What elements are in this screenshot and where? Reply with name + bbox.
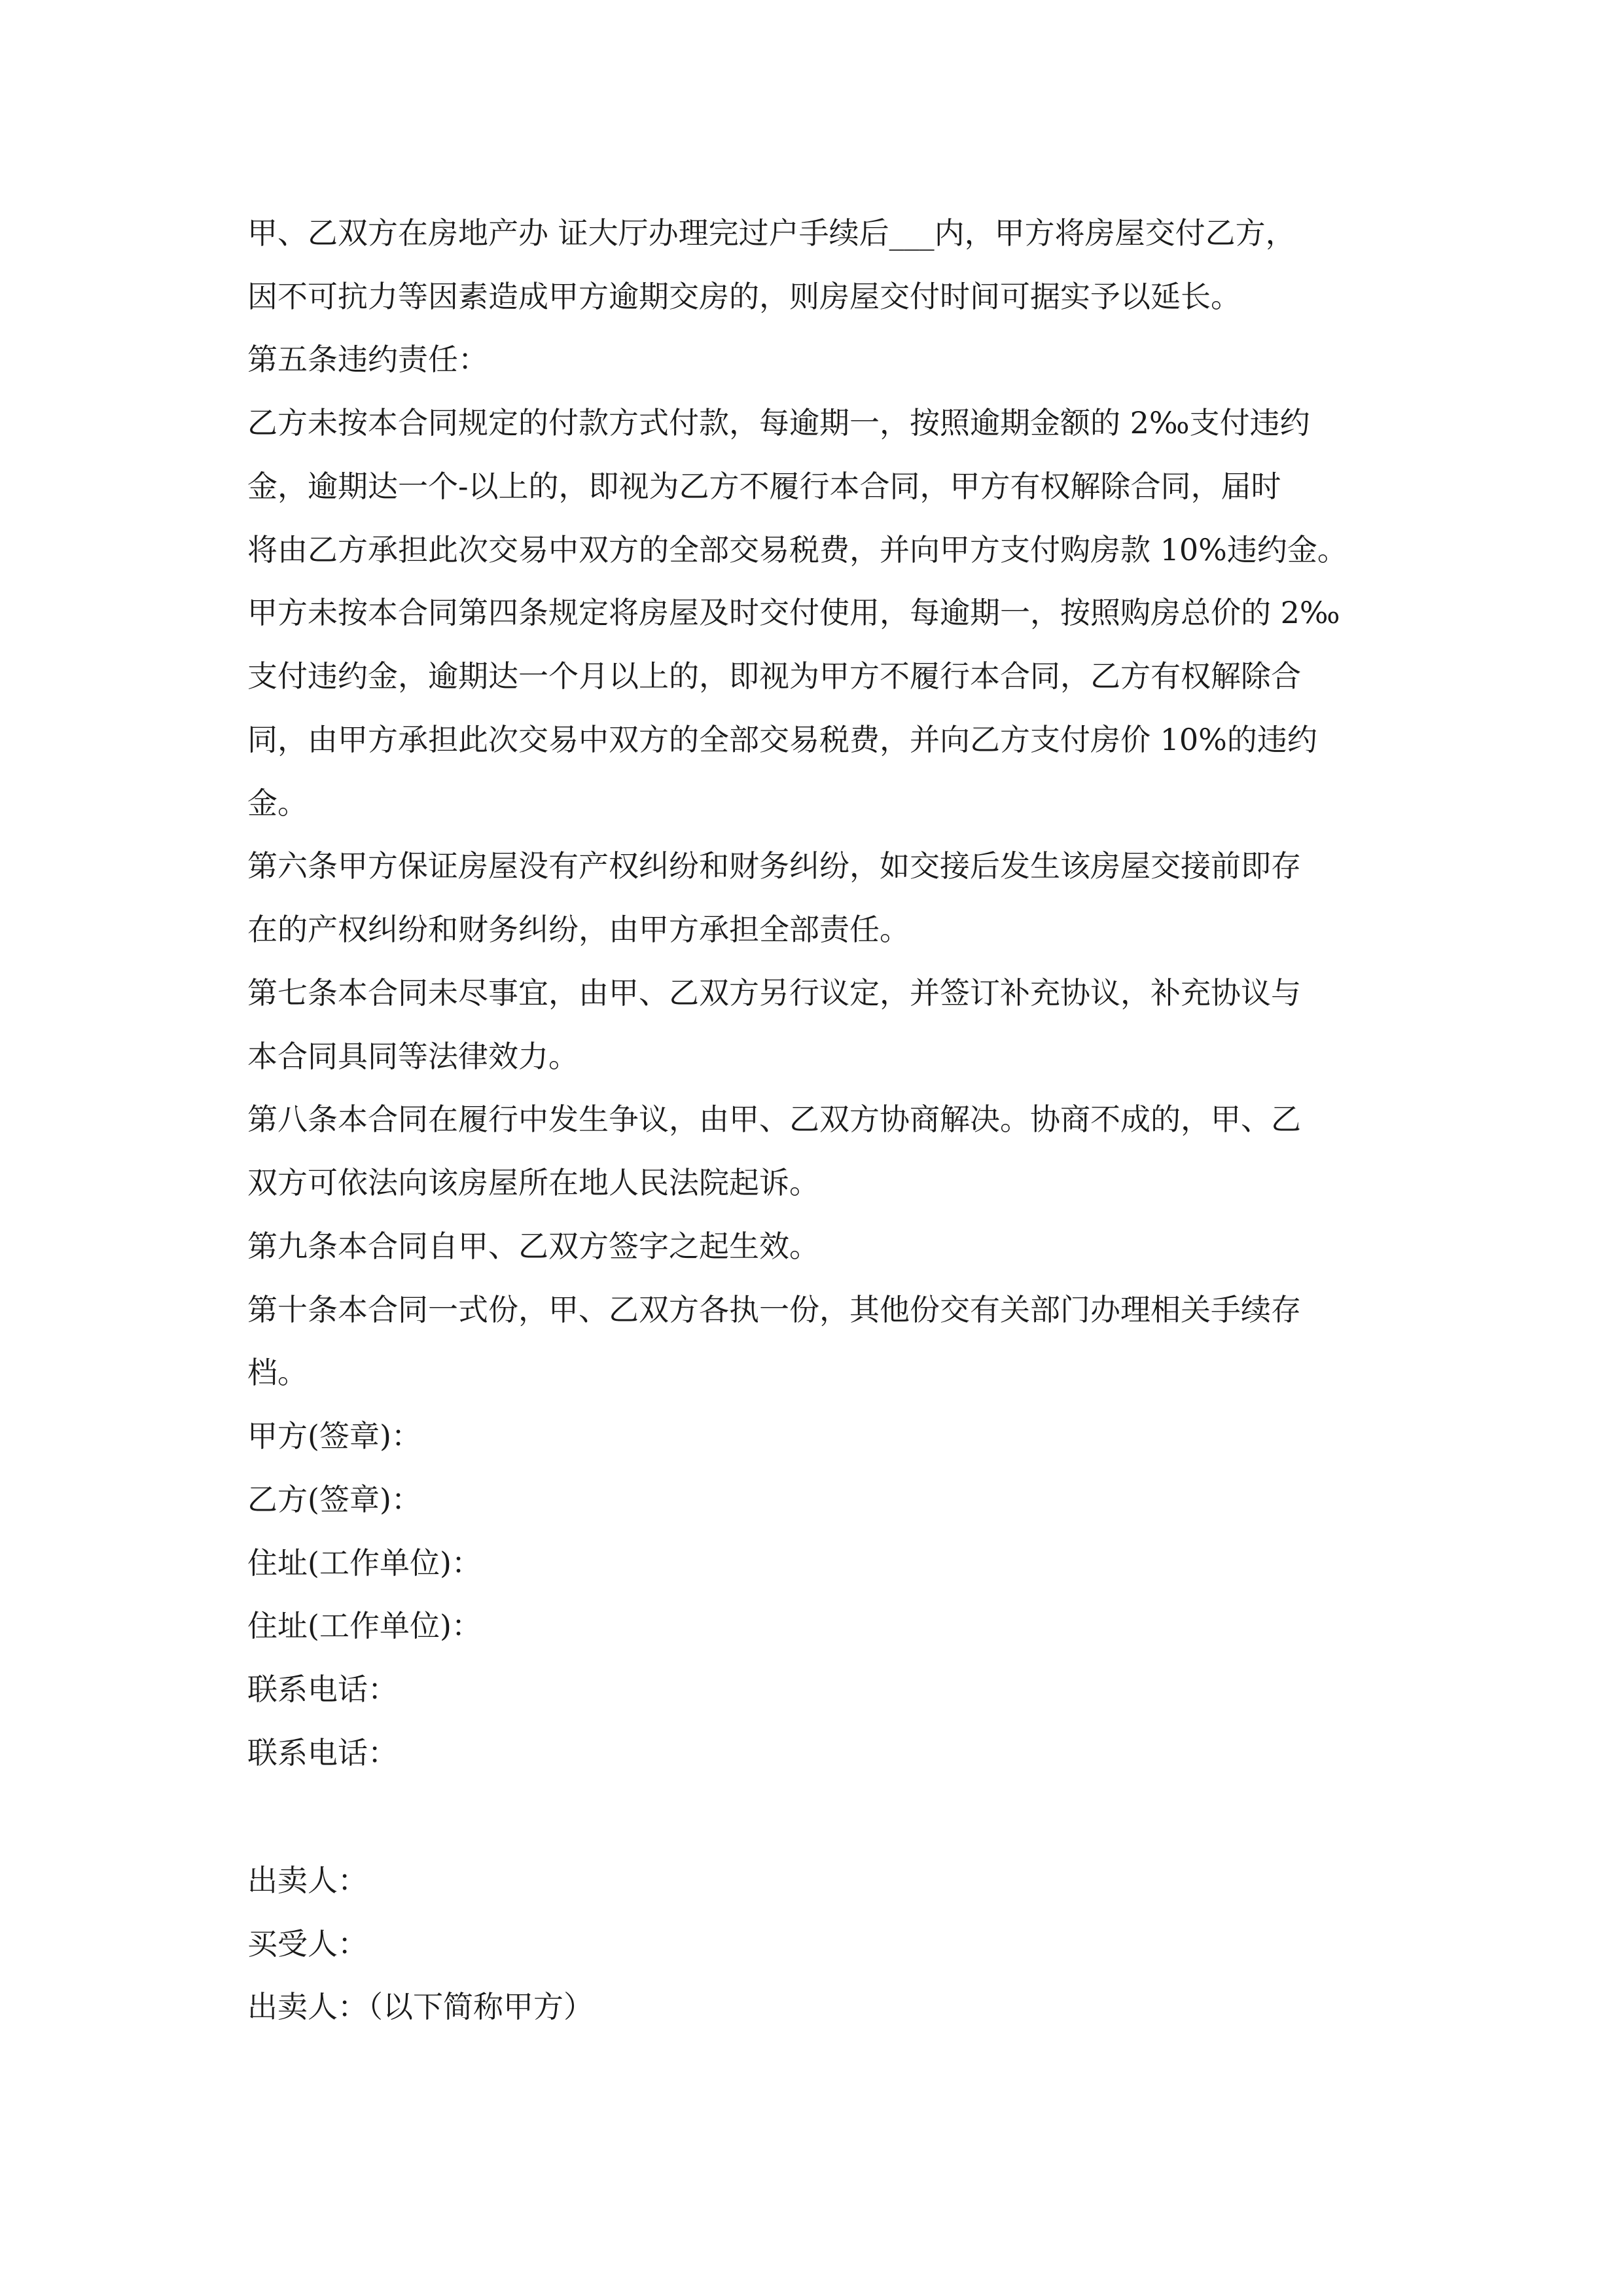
- body-text-line: 档。: [247, 1355, 308, 1390]
- buyer-field-label: 买受人：: [247, 1926, 368, 1962]
- address-field-label: 住址(工作单位)：: [247, 1608, 482, 1643]
- body-text-line: 甲方未按本合同第四条规定将房屋及时交付使用，每逾期一，按照购房总价的 2‰: [247, 595, 1340, 630]
- section-heading: 第五条违约责任：: [247, 342, 488, 377]
- seller-field-label: 出卖人：（以下简称甲方）: [247, 1989, 594, 2024]
- signature-field-label: 甲方(签章)：: [247, 1418, 421, 1454]
- body-text-line: 第六条甲方保证房屋没有产权纠纷和财务纠纷，如交接后发生该房屋交接前即存: [247, 848, 1301, 884]
- body-text-line: 支付违约金，逾期达一个月以上的，即视为甲方不履行本合同，乙方有权解除合: [247, 658, 1301, 694]
- body-text-line: 第七条本合同未尽事宜，由甲、乙双方另行议定，并签订补充协议，补充协议与: [247, 975, 1301, 1011]
- body-text-line: 同，由甲方承担此次交易中双方的全部交易税费，并向乙方支付房价 10%的违约: [247, 722, 1317, 757]
- signature-field-label: 乙方(签章)：: [247, 1482, 421, 1517]
- seller-field-label: 出卖人：: [247, 1863, 368, 1898]
- body-text-line: 将由乙方承担此次交易中双方的全部交易税费，并向甲方支付购房款 10%违约金。: [247, 532, 1347, 567]
- body-text-line: 乙方未按本合同规定的付款方式付款，每逾期一，按照逾期金额的 2‰支付违约: [247, 405, 1310, 440]
- body-text-line: 第八条本合同在履行中发生争议，由甲、乙双方协商解决。协商不成的，甲、乙: [247, 1102, 1301, 1137]
- body-text-line: 因不可抗力等因素造成甲方逾期交房的，则房屋交付时间可据实予以延长。: [247, 279, 1241, 314]
- body-text-line: 本合同具同等法律效力。: [247, 1039, 579, 1074]
- phone-field-label: 联系电话：: [247, 1735, 398, 1770]
- body-text-line: 在的产权纠纷和财务纠纷，由甲方承担全部责任。: [247, 912, 910, 947]
- body-text-line: 甲、乙双方在房地产办 证大厅办理完过户手续后___内，甲方将房屋交付乙方，: [247, 215, 1296, 251]
- body-text-line: 金。: [247, 785, 308, 821]
- body-text-line: 金，逾期达一个-以上的，即视为乙方不履行本合同，甲方有权解除合同，届时: [247, 469, 1281, 504]
- address-field-label: 住址(工作单位)：: [247, 1545, 482, 1581]
- body-text-line: 双方可依法向该房屋所在地人民法院起诉。: [247, 1165, 819, 1200]
- body-text-line: 第十条本合同一式份，甲、乙双方各执一份，其他份交有关部门办理相关手续存: [247, 1292, 1301, 1327]
- body-text-line: 第九条本合同自甲、乙双方签字之起生效。: [247, 1229, 819, 1264]
- phone-field-label: 联系电话：: [247, 1672, 398, 1707]
